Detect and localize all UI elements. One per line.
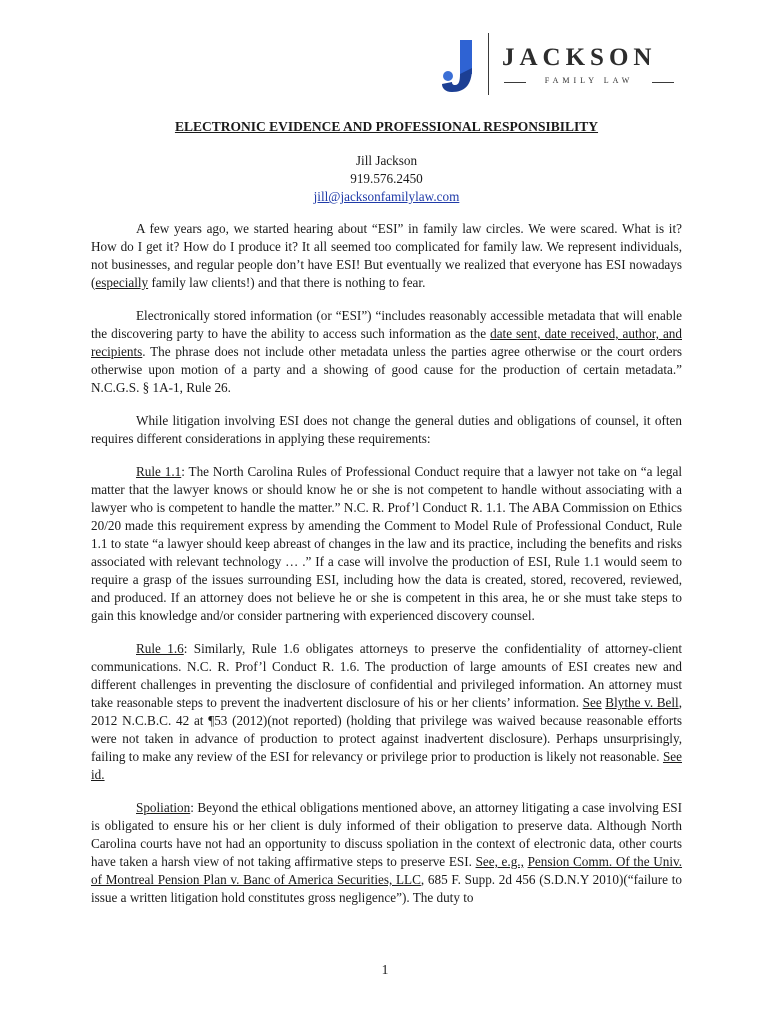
author-phone: 919.576.2450 [350,171,423,186]
text: family law clients!) and that there is nothing to fear. [148,275,426,290]
firm-logo [440,30,700,100]
text: : The North Carolina Rules of Professional Conduct require that a lawyer not take on “a legal matter that the lawyer knows or should know he or she is not competent to handle without associating with a lawyer who is competent to handle the matter.” N.C. R. Prof’l Conduct R. 1.1. The ABA Commission on Ethics 20/20 made this requirement express by amending the Comment to Model Rule of Professional Conduct, Rule 1.1 to state “a lawyer should keep abreast of changes in the law and its practice, including the benefits and risks associated with relevant technology … .” If a case will involve the production of ESI, Rule 1.1 would seem to require a grasp of the issues surrounding ESI, including how the data is created, stored, recovered, reviewed, and produced. If an attorney does not believe he or she is competent in this area, he or she must take steps to gain this knowledge and/or consider partnering with experienced discovery counsel. [91,464,682,623]
case-name: Blythe v. Bell [605,695,679,710]
rule-heading: Rule 1.6 [136,641,184,656]
text: Electronically stored information (or “ESI”) “includes reasonably accessible metadata that will enable the discovering party to have the ability to access such information as the [91,308,682,341]
logo-name: JACKSON [502,44,657,71]
logo-rule-left [504,82,526,83]
paragraph-intro [91,220,682,292]
emphasis: especially [95,275,149,290]
paragraph-considerations: While litigation involving ESI does not change the general duties and obligations of counsel, it often requires different considerations in applying these requirements: [91,413,682,446]
logo-subtitle-text: FAMILY LAW [544,76,634,85]
logo-subtitle [504,76,674,88]
author-email-link[interactable]: jill@jacksonfamilylaw.com [313,189,460,204]
logo-rule-right [652,82,674,83]
paragraph-esi-definition [91,307,682,397]
rule-heading: Spoliation [136,800,191,815]
underlined-text: date sent, date received, author, and recipients [91,326,682,359]
j-logo-icon [440,38,480,94]
document-title: ELECTRONIC EVIDENCE AND PROFESSIONAL RESPONSIBILITY [174,119,599,134]
author-name: Jill Jackson [355,153,418,168]
paragraph-spoliation [91,799,682,907]
text: : Similarly, Rule 1.6 obligates attorneys to preserve the confidentiality of attorney-client communications. N.C. R. Prof’l Conduct R. 1.6. The production of large amounts of ESI creates new and different challenges in preventing the disclosure of confidential and privileged information. An attorney must take reasonable steps to prevent the inadvertent disclosure of his or her clients’ information. [91,641,682,710]
text: , 685 F. Supp. 2d 456 (S.D.N.Y 2010)(“failure to issue a written litigation hold constitutes gross negligence”). The duty to [91,872,682,905]
rule-heading: Rule 1.1 [136,464,182,479]
text: . The phrase does not include other metadata unless the parties agree otherwise or the court orders otherwise upon motion of a party and a showing of good cause for the production of certain metadata.” N.C.G.S. § 1A-1, Rule 26. [91,344,682,395]
text: A few years ago, we started hearing about “ESI” in family law circles. We were scared. What is it? How do I get it? How do I produce it? It all seemed too complicated for family law. We represent individuals, not businesses, and regular people don’t have ESI! But eventually we realized that everyone has ESI nowadays ( [91,221,682,290]
text: , 2012 N.C.B.C. 42 at ¶53 (2012)(not reported) (holding that privilege was waived because reasonable efforts were not taken in advance of production to protect against inadvertent disclosure). Perhaps unsurprisingly, failing to make any review of the ESI for relevancy or privilege prior to production is likely not reasonable. [91,695,682,764]
case-name: Pension Comm. Of the Univ. of Montreal Pension Plan v. Banc of America Securities, LLC [91,854,683,887]
document-body [91,118,682,922]
page-number: 1 [381,962,389,977]
citation-signal: See id. [91,749,682,782]
paragraph-rule-1-6 [91,640,682,784]
citation-signal: See [582,695,602,710]
citation-signal: See, e.g., [475,854,524,869]
logo-divider [488,33,489,95]
paragraph-rule-1-1 [91,463,682,625]
text: : Beyond the ethical obligations mentioned above, an attorney litigating a case involving ESI is obligated to ensure his or her client is duly informed of their obligation to preserve data. Although North Carolina courts have not had an opportunity to discuss spoliation in the context of electronic data, other courts have taken a harsh view of not taking affirmative steps to preserve ESI. [91,800,682,869]
